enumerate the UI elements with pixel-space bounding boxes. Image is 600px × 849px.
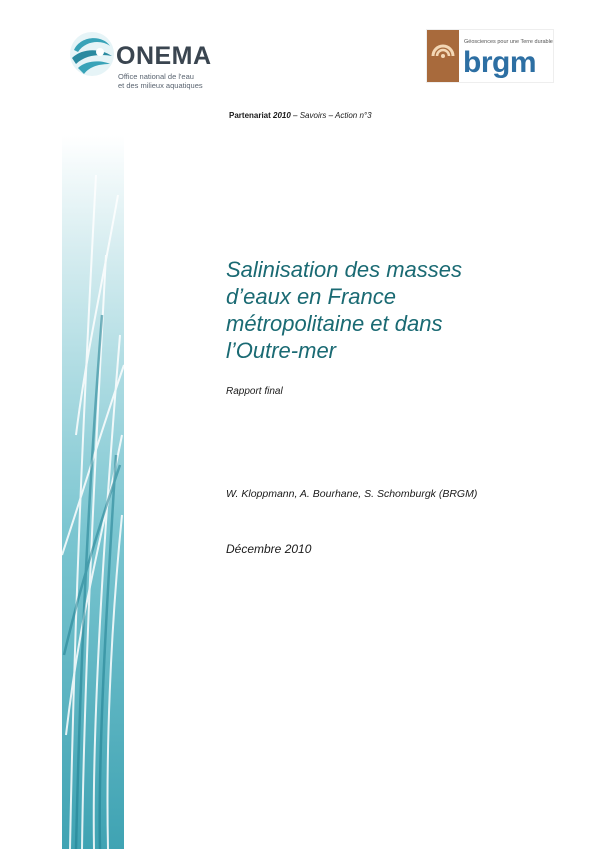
aquatic-plants-image [62,135,124,849]
title-line-2: d’eaux en France [226,284,396,309]
brgm-logo [426,29,554,83]
title-line-1: Salinisation des masses [226,257,463,282]
title-line-3: métropolitaine et dans [226,311,443,336]
report-type: Rapport final [226,386,283,397]
report-date: Décembre 2010 [226,542,312,556]
partnership-lead: Partenariat [229,111,271,120]
brgm-arc-icon [427,30,459,82]
brgm-logo-text: brgm [463,46,536,79]
partnership-line [229,111,372,120]
brgm-tagline: Géosciences pour une Terre durable [464,39,553,45]
authors: W. Kloppmann, A. Bourhane, S. Schomburgk (BRGM) [226,488,478,500]
brgm-logo-tab [427,30,459,82]
onema-subtitle-line2: et des milieux aquatiques [118,81,203,90]
partnership-year: 2010 [273,111,291,120]
report-title [226,256,556,364]
onema-logo-subtitle [118,72,203,90]
water-swirl-icon [68,30,116,78]
onema-logo [68,28,228,92]
partnership-rest: – Savoirs – Action n°3 [290,111,372,120]
onema-subtitle-line1: Office national de l'eau [118,72,194,81]
onema-logo-text: ONEMA [116,42,212,70]
title-line-4: l’Outre-mer [226,338,337,363]
